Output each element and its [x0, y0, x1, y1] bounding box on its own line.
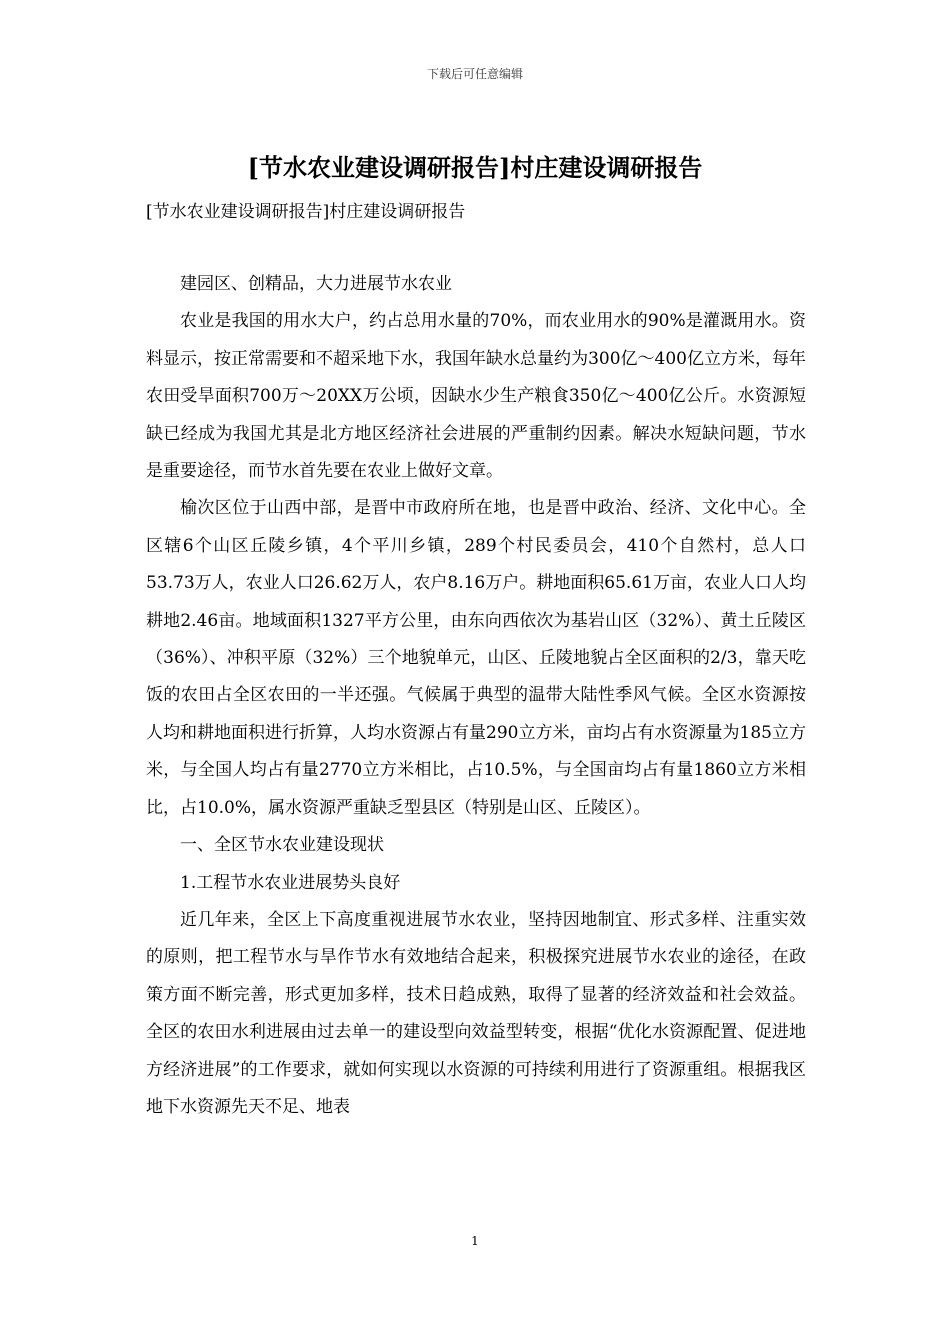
section-heading: 一、全区节水农业建设现状 — [180, 835, 384, 856]
document-title: [节水农业建设调研报告]村庄建设调研报告 — [247, 153, 703, 182]
body-paragraph: 榆次区位于山西中部，是晋中市政府所在地，也是晋中政治、经济、文化中心。全区辖6个山区丘陵乡镇，4个平川乡镇，289个村民委员会，410个自然村，总人口53.73万人，农业人口26.62万人，农户8.16万户。耕地面积65.61万亩，农业人口人均耕地2.46亩。地域面积1327平方公里，由东向西依次为基岩山区（32%）、黄土丘陵区（36%）、冲积平原（32%）三个地貌单元，山区、丘陵地貌占全区面积的2/3，靠天吃饭的农田占全区农田的一半还强。气候属于典型的温带大陆性季风气候。全区水资源按人均和耕地面积进行折算，人均水资源占有量290立方米，亩均占有水资源量为185立方米，与全国人均占有量2770立方米相比，占10.5%，与全国亩均占有量1860立方米相比，占10.0%，属水资源严重缺乏型县区（特别是山区、丘陵区）。 — [146, 498, 806, 818]
page-header-note: 下载后可任意编辑 — [426, 67, 523, 81]
body-paragraph: 近几年来，全区上下高度重视进展节水农业，坚持因地制宜、形式多样、注重实效的原则，把工程节水与旱作节水有效地结合起来，积极探究进展节水农业的途径，在政策方面不断完善，形式更加多样，技术日趋成熟，取得了显著的经济效益和社会效益。全区的农田水利进展由过去单一的建设型向效益型转变，根据“优化水资源配置、促进地方经济进展”的工作要求，就如何实现以水资源的可持续利用进行了资源重组。根据我区地下水资源先天不足、地表 — [146, 909, 806, 1117]
page-number: 1 — [471, 1234, 479, 1248]
document-subtitle: [节水农业建设调研报告]村庄建设调研报告 — [146, 202, 466, 222]
subsection-heading: 1.工程节水农业进展势头良好 — [180, 872, 401, 893]
document-body — [146, 266, 806, 1126]
body-paragraph: 农业是我国的用水大户，约占总用水量的70%，而农业用水的90%是灌溉用水。资料显示，按正常需要和不超采地下水，我国年缺水总量约为300亿～400亿立方米，每年农田受旱面积700万～20XX万公顷，因缺水少生产粮食350亿～400亿公斤。水资源短缺已经成为我国尤其是北方地区经济社会进展的严重制约因素。解决水短缺问题，节水是重要途径，而节水首先要在农业上做好文章。 — [146, 311, 806, 482]
section-heading: 建园区、创精品，大力进展节水农业 — [180, 274, 452, 294]
